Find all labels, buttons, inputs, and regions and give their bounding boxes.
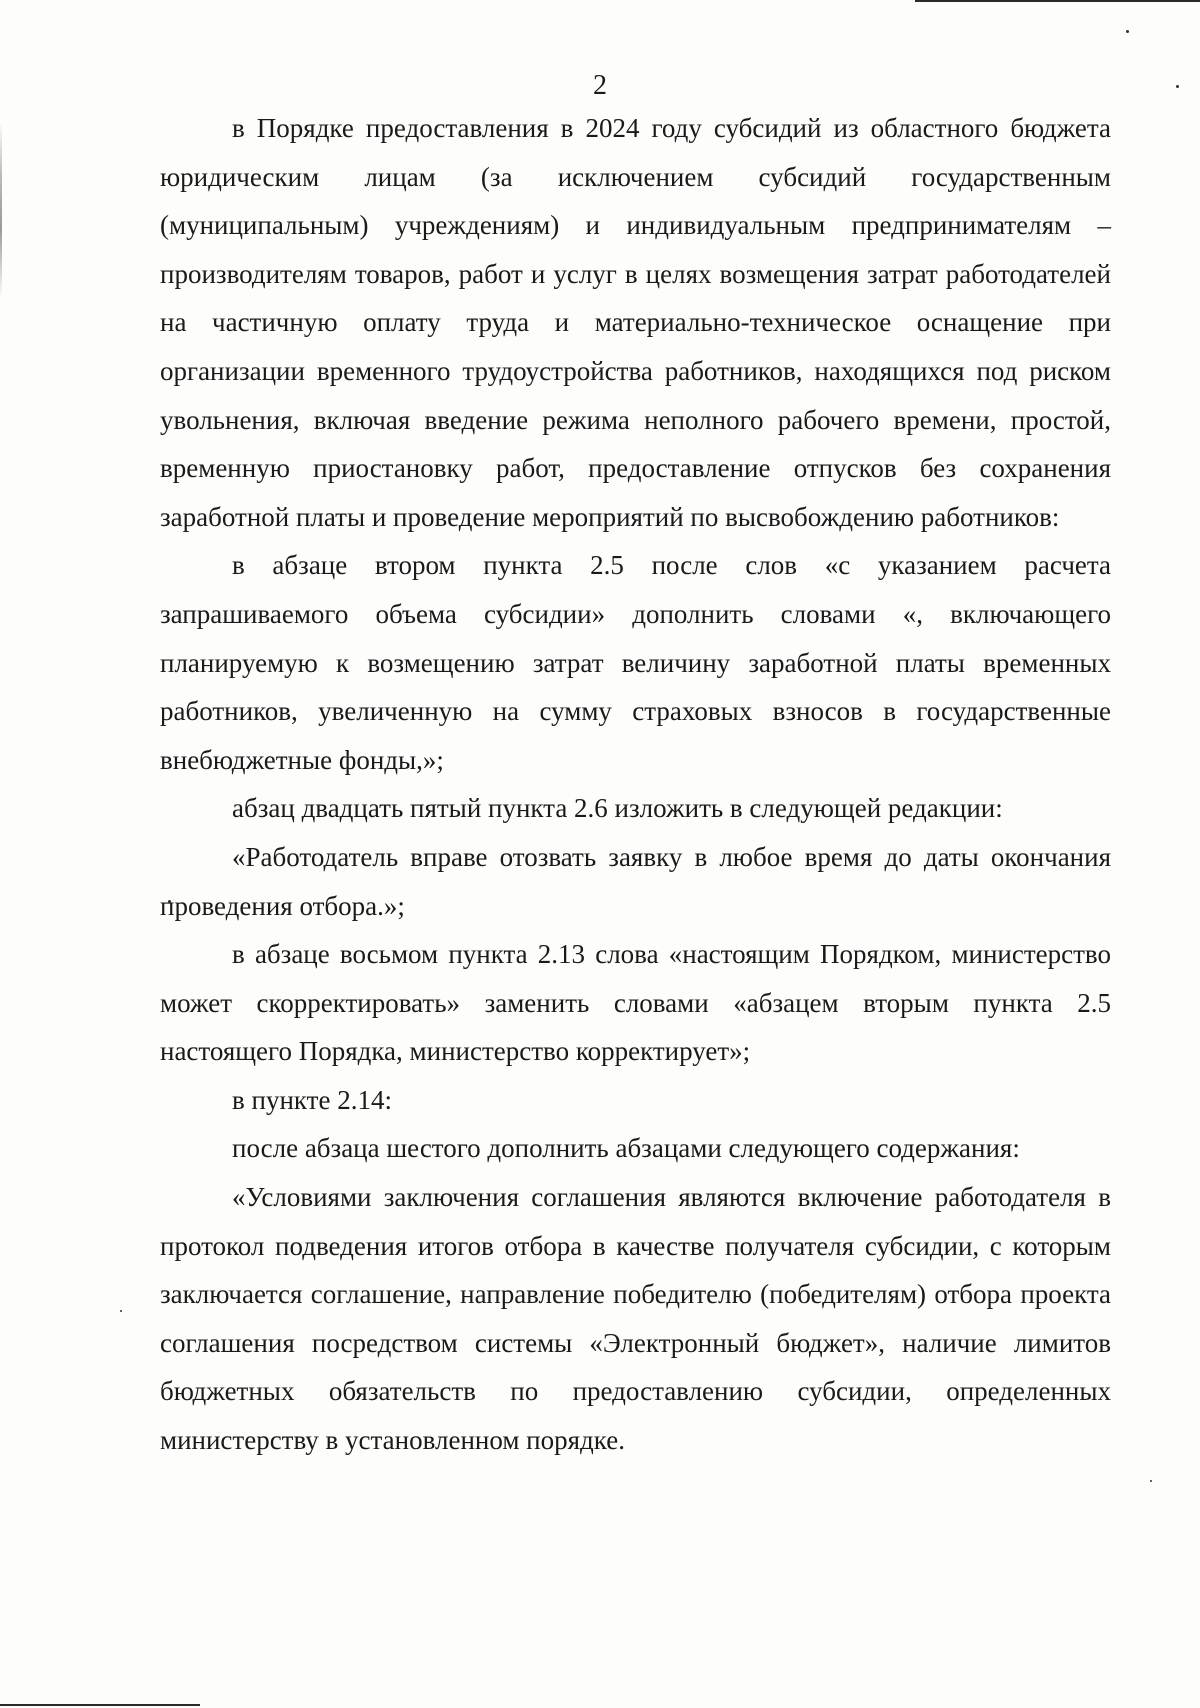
scan-speck: [120, 1310, 122, 1312]
scan-speck: [1126, 30, 1129, 33]
paragraph: в пункте 2.14:: [232, 1084, 392, 1115]
document-body: [160, 104, 1111, 1465]
scan-speck: [1150, 1480, 1152, 1482]
scan-edge-shadow: [0, 120, 2, 300]
paragraph: «Работодатель вправе отозвать заявку в любое время до даты окончания проведения отбора.»;: [160, 841, 1111, 921]
paragraph: в абзаце восьмом пункта 2.13 слова «настоящим Порядком, министерство может скорректировать» заменить словами «абзацем вторым пункта 2.5 настоящего Порядка, министерство корректирует»;: [160, 939, 1111, 1067]
scan-edge-line: [915, 0, 1200, 2]
page-number: 2: [593, 70, 607, 101]
paragraph: в Порядке предоставления в 2024 году субсидий из областного бюджета юридическим лицам (за исключением субсидий государственным (муниципальным) учреждениям) и индивидуальным предпринимателям – производителям товаров, работ и услуг в целях возмещения затрат работодателей на частичную оплату труда и материально-техническое оснащение при организации временного трудоустройства работников, находящихся под риском увольнения, включая введение режима неполного рабочего времени, простой, временную приостановку работ, предоставление отпусков без сохранения заработной платы и проведение мероприятий по высвобождению работников:: [160, 113, 1111, 532]
paragraph: «Условиями заключения соглашения являются включение работодателя в протокол подведения итогов отбора в качестве получателя субсидии, с которым заключается соглашение, направление победителю (победителям) отбора проекта соглашения посредством системы «Электронный бюджет», наличие лимитов бюджетных обязательств по предоставлению субсидии, определенных министерству в установленном порядке.: [160, 1182, 1111, 1456]
paragraph: абзац двадцать пятый пункта 2.6 изложить в следующей редакции:: [232, 793, 1003, 824]
scan-edge-line: [0, 1704, 200, 1706]
paragraph: в абзаце втором пункта 2.5 после слов «с указанием расчета запрашиваемого объема субсидии» дополнить словами «, включающего планируемую к возмещению затрат величину заработной платы временных работников, увеличенную на сумму страховых взносов в государственные внебюджетные фонды,»;: [160, 550, 1111, 775]
paragraph: после абзаца шестого дополнить абзацами следующего содержания:: [232, 1133, 1020, 1164]
